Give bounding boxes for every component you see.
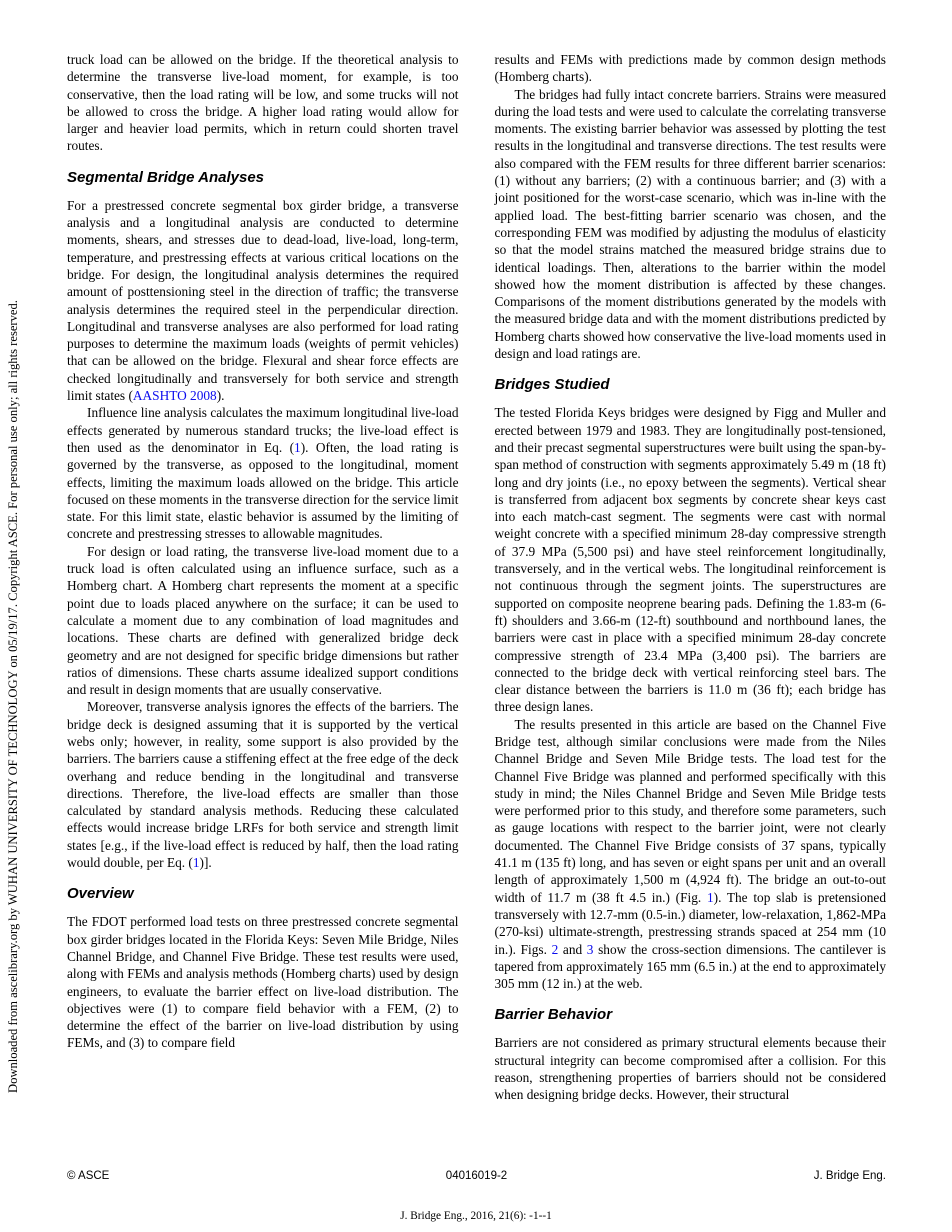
section-heading: Overview (67, 885, 134, 903)
section-heading: Bridges Studied (494, 376, 610, 394)
copyright-notice: © ASCE (67, 1170, 110, 1182)
citation-line: J. Bridge Eng., 2016, 21(6): -1--1 (400, 1210, 552, 1222)
text-run: Moreover, transverse analysis ignores the effects of the barriers. The bridge deck is designed assuming that it is supported by the vertical webs only; however, in reality, some support is also provided by the barriers. The barriers cause a stiffening effect at the free edge of the deck overhang and reduce bending in the longitudinal and transverse directions. Therefore, the live-load effects are smaller than those calculated by standard analysis methods. Reducing these calculated effects would increase bridge LRFs for both service and strength limit states [e.g., if the live-load effect is reduced by half, then the load rating would double, per Eq. ( (67, 699, 459, 871)
citation-link[interactable]: 2 (551, 941, 559, 957)
text-run: Influence line analysis calculates the maximum longitudinal live-load effects generated by numerous standard trucks; the live-load effect is then used as the denominator in Eq. ( (67, 405, 459, 455)
text-run: ). (216, 388, 225, 404)
text-run: For design or load rating, the transverse live-load moment due to a truck load is often calculated using an influence surface, such as a Homberg chart. A Homberg chart represents the moment at a specific point due to loads placed anywhere on the surface; it can be used to calculate a moment due to any combination of load magnitudes and locations. These charts are defined with generalized bridge deck geometry and are not designed for specific bridge dimensions but rather ratios of dimensions. These charts assume idealized support conditions and result in design moments that are usually conservative. (67, 543, 459, 698)
text-run: results and FEMs with predictions made by common design methods (Homberg charts). (494, 52, 886, 85)
text-run: and (558, 941, 587, 957)
paragraph (495, 404, 887, 715)
paragraph (67, 404, 459, 542)
citation-link[interactable]: 1 (706, 889, 714, 905)
section-heading: Segmental Bridge Analyses (67, 168, 265, 186)
text-run: The results presented in this article are based on the Channel Five Bridge test, although similar conclusions were made from the Niles Channel Bridge and Seven Mile Bridge tests. The load test for the Channel Five Bridge was planned and performed specifically with this study in mind; the Niles Channel Bridge and Seven Mile Bridge tests were performed prior to this study, and therefore some parameters, such as gauge locations with respect to the barrier joint, were not clearly documented. The Channel Five Bridge consists of 37 spans, typically 41.1 m (135 ft) long, and has seven or eight spans per unit and an overall length of approximately 1,500 m (4,924 ft). The bridge an out-to-out width of 11.7 m (38 ft 4.5 in.) (Fig. (494, 716, 886, 905)
text-run: )]. (199, 855, 212, 871)
text-run: show the cross-section dimensions. The cantilever is tapered from approximately 165 mm (6.5 in.) at the end to approximately 305 mm (12 in.) at the web. (494, 941, 886, 992)
text-run: Barriers are not considered as primary structural elements because their structural integrity can become compromised after a collision. For this reason, strengthening properties of barriers should not be considered when designing bridge decks. However, their structural (494, 1035, 886, 1103)
text-run: The tested Florida Keys bridges were designed by Figg and Muller and erected between 1979 and 1983. They are longitudinally post-tensioned, and their precast segmental superstructures were built using the span-by-span method of construction with segments approximately 5.49 m (18 ft) long and dry joints (i.e., no epoxy between the segments). Vertical shear is transferred from adjacent box segments by concrete shear keys cast into each match-cast segment. The segments were cast with normal weight concrete with a specified minimum 28-day compressive strength of 37.9 MPa (5,500 psi) and have steel reinforcement longitudinally, transversely, and in the vertical webs. The longitudinal reinforcement is not continuous through the segment joints. The superstructures are supported on composite neoprene bearing pads. Defining the 1.83-m (6-ft) shoulders and 3.66-m (12-ft) southbound and northbound lanes, the barriers were cast in place with a specified minimum 28-day concrete compressive strength of 23.4 MPa (3,400 psi). The barriers are connected to the bridge deck with vertical reinforcing steel bars. The clear distance between the barriers is 11.0 m (36 ft); each bridge has three design lanes. (494, 405, 886, 715)
paragraph (495, 86, 887, 363)
text-run: truck load can be allowed on the bridge. If the theoretical analysis to determine the transverse live-load moment, for example, is too conservative, then the load rating will be low, and some trucks will not be allowed to cross the bridge. A higher load rating would allow for larger and heavier load permits, which in return could shorten travel routes. (67, 52, 459, 154)
paragraph (67, 913, 459, 1051)
text-run: For a prestressed concrete segmental box girder bridge, a transverse analysis and a longitudinal analysis are conducted to determine moments, shears, and stresses due to dead-load, live-load, long-term, temperature, and prestressing effects at various critical locations on the bridge. For design, the longitudinal analysis determines the required amount of posttensioning steel in the direction of traffic; the transverse analysis determines the required steel in the perpendicular direction. Longitudinal and transverse analyses are also performed for load rating purposes to determine the maximum loads (weights of permit vehicles) that can be allowed on the bridge. Flexural and shear force effects are checked longitudinally and transversely for both service and strength limit states ( (67, 197, 459, 404)
paragraph (495, 1034, 887, 1103)
left-column (67, 51, 459, 1104)
right-column (495, 51, 887, 1104)
section-heading: Barrier Behavior (494, 1006, 613, 1024)
text-run: ). Often, the load rating is governed by the transverse, as opposed to the longitudinal, moment effects, limiting the maximum loads allowed on the bridge. This article focused on these moments in the transverse direction for the service limit state. For this limit state, elastic behavior is assumed by the limiting of concrete and prestressing stresses to allowable magnitudes. (67, 439, 459, 542)
paragraph (67, 197, 459, 405)
text-run: ). The top slab is pretensioned transversely with 12.7-mm (0.5-in.) diameter, low-relaxation, 1,862-MPa (270-ksi) ultimate-strength, prestressing strands spaced at 254 mm (10 in.). Figs. (494, 889, 886, 957)
page-number: 04016019-2 (445, 1170, 508, 1182)
download-watermark-text: Downloaded from ascelibrary.org by WUHAN UNIVERSITY OF TECHNOLOGY on 05/19/17. Copyright ASCE. For personal use only; all rights reserved. (6, 300, 20, 1093)
text-run: The FDOT performed load tests on three prestressed concrete segmental box girder bridges located in the Florida Keys: Seven Mile Bridge, Niles Channel Bridge, and Channel Five Bridge. These test results were used, along with FEMs and analysis methods (Homberg charts) used by design engineers, to evaluate the barrier effect on live-load distribution. The objectives were (1) to compare field behavior with a FEM, (2) to determine the effect of the barrier on live-load distribution by using FEMs, and (3) to compare field (67, 914, 459, 1051)
page-body (67, 51, 886, 1104)
paragraph (495, 51, 887, 86)
paragraph (67, 51, 459, 155)
text-run: The bridges had fully intact concrete barriers. Strains were measured during the load tests and were used to calculate the correlating transverse moments. The existing barrier behavior was assessed by plotting the test results in the longitudinal and transverse directions. The test results were also compared with the FEM results for three different barrier scenarios: (1) without any barriers; (2) with a continuous barrier; and (3) with a joint positioned for the worst-case scenario, which was in-line with the applied load. The best-fitting barrier scenario was chosen, and the corresponding FEM was modified by adjusting the modulus of elasticity so that the model strains matched the measured bridge strains due to identical loadings. Then, alterations to the barrier within the model showed how the moment distribution is affected by these changes. Comparisons of the moment distributions generated by the models with the measured bridge data and with the moment distributions predicted by Homberg charts showed how conservative the live-load moments used in design and load ratings are. (494, 86, 886, 362)
citation-link[interactable]: AASHTO 2008 (132, 388, 217, 404)
citation-link[interactable]: 1 (192, 855, 200, 871)
citation-link[interactable]: 3 (586, 941, 594, 957)
paragraph (67, 543, 459, 699)
paragraph (67, 698, 459, 871)
paragraph (495, 716, 887, 993)
journal-name: J. Bridge Eng. (813, 1170, 886, 1182)
citation-link[interactable]: 1 (294, 439, 301, 455)
